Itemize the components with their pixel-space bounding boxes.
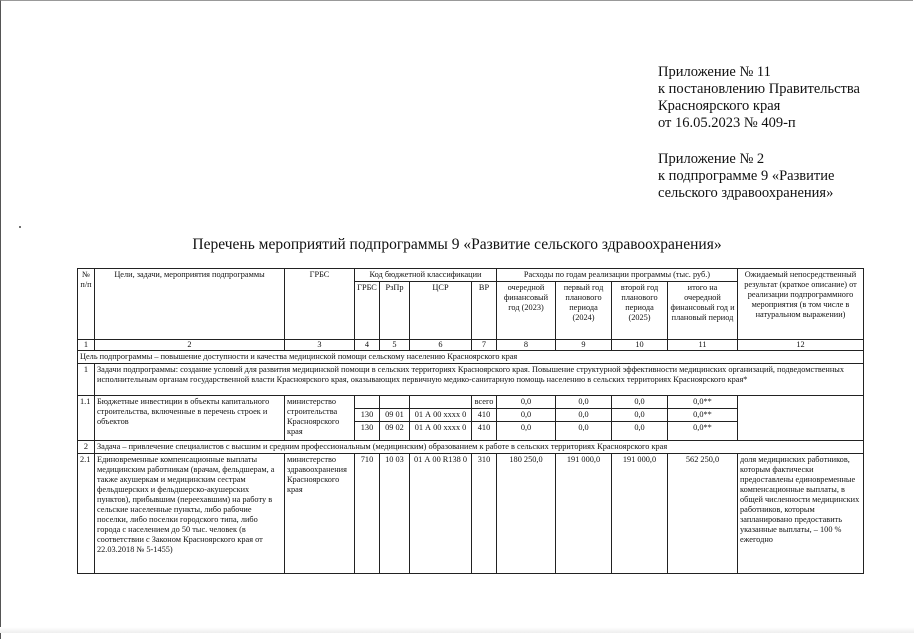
- colnum-5: 5: [380, 340, 410, 351]
- header-sub-rzpr: РзПр: [380, 282, 410, 340]
- row-2-1-grbs: министерство здравоохранения Красноярского края: [285, 454, 355, 574]
- header-sub-grbs: ГРБС: [355, 282, 380, 340]
- task-2-num: 2: [78, 441, 95, 454]
- appendix-11-line2: к постановлению Правительства: [658, 81, 860, 97]
- colnum-9: 9: [556, 340, 612, 351]
- row-2-1-y3: 191 000,0: [612, 454, 668, 574]
- colnum-4: 4: [355, 340, 380, 351]
- colnum-12: 12: [738, 340, 864, 351]
- row-1-1-num: 1.1: [78, 396, 95, 441]
- row-1-1-line3-rzpr: 09 02: [380, 422, 410, 441]
- row-1-1-line2-grbs: 130: [355, 409, 380, 422]
- row-1-1-line3-csr: 01 А 00 хххх 0: [410, 422, 472, 441]
- row-1-1-line2-csr: 01 А 00 хххх 0: [410, 409, 472, 422]
- header-sub-vr: ВР: [472, 282, 497, 340]
- header-sub-csr: ЦСР: [410, 282, 472, 340]
- table-header-row-1: [78, 269, 864, 282]
- row-1-1-line1-csr: [410, 396, 472, 409]
- colnum-7: 7: [472, 340, 497, 351]
- row-1-1-line1-y3: 0,0: [612, 396, 668, 409]
- header-sub-y2: первый год планового периода (2024): [556, 282, 612, 340]
- colnum-11: 11: [668, 340, 738, 351]
- task-1-num: 1: [78, 364, 95, 396]
- row-2-1-code-grbs: 710: [355, 454, 380, 574]
- row-1-1-result: [738, 396, 864, 441]
- scan-bottom-edge: [0, 627, 914, 633]
- row-1-1-line3-y3: 0,0: [612, 422, 668, 441]
- colnum-6: 6: [410, 340, 472, 351]
- row-1-1-line2-vr: 410: [472, 409, 497, 422]
- task-2-row: [78, 441, 864, 454]
- row-2-1-csr: 01 А 00 R138 0: [410, 454, 472, 574]
- goal-text: Цель подпрограммы – повышение доступности и качества медицинской помощи сельскому населению Красноярского края: [78, 351, 864, 364]
- header-result: Ожидаемый непосредственный результат (краткое описание) от реализации подпрограммного мероприятия (в том числе в натуральном выражении): [738, 269, 864, 340]
- appendix-2-line2: к подпрограмме 9 «Развитие: [658, 168, 835, 184]
- row-1-1-line1-vr: всего: [472, 396, 497, 409]
- header-expenses: Расходы по годам реализации программы (тыс. руб.): [497, 269, 738, 282]
- row-1-1-text: Бюджетные инвестиции в объекты капитального строительства, включенные в перечень строек и объектов: [95, 396, 285, 441]
- appendix-11-line1: Приложение № 11: [658, 64, 771, 80]
- task-1-text: Задачи подпрограммы: создание условий для развития медицинской помощи в сельских территориях Красноярского края. Повышение структурной эффективности медицинских организаций, подведомственных исполнительным органам государственной власти Красноярского края, оказывающих первичную медико-санитарную помощь населению в сельских территориях Красноярского края*: [95, 364, 864, 396]
- row-1-1-line3-y1: 0,0: [497, 422, 556, 441]
- row-2-1-rzpr: 10 03: [380, 454, 410, 574]
- row-1-1-line2-rzpr: 09 01: [380, 409, 410, 422]
- header-sub-total: итого на очередной финансовый год и плановый период: [668, 282, 738, 340]
- row-2-1-result: доля медицинских работников, которым фактически предоставлены единовременные компенсационные выплаты, в общей численности медицинских работников, которым запланировано предоставить указанные выплаты, – 100 % ежегодно: [738, 454, 864, 574]
- row-1-1-line1-y1: 0,0: [497, 396, 556, 409]
- scan-speck: [19, 226, 21, 228]
- table-row: [78, 454, 864, 574]
- row-1-1-line1-total: 0,0**: [668, 396, 738, 409]
- row-1-1-line3-y2: 0,0: [556, 422, 612, 441]
- colnum-1: 1: [78, 340, 95, 351]
- colnum-8: 8: [497, 340, 556, 351]
- row-1-1-line1-rzpr: [380, 396, 410, 409]
- row-1-1-line3-total: 0,0**: [668, 422, 738, 441]
- appendix-11-line3: Красноярского края: [658, 98, 781, 114]
- colnum-3: 3: [285, 340, 355, 351]
- task-2-text: Задача – привлечение специалистов с высшим и средним профессиональным (медицинским) образованием к работе в сельских территориях Красноярского края: [95, 441, 864, 454]
- row-2-1-text: Единовременные компенсационные выплаты медицинским работникам (врачам, фельдшерам, а также акушеркам и медицинским сестрам фельдшерских и фельдшерско-акушерских пунктов), прибывшим (переехавшим) на работу в сельские населенные пункты, либо рабочие поселки, либо поселки городского типа, либо города с населением до 50 тыс. человек (в соответствии с Законом Красноярского края от 22.03.2018 № 5-1455): [95, 454, 285, 574]
- header-budget-code: Код бюджетной классификации: [355, 269, 497, 282]
- column-number-row: [78, 340, 864, 351]
- row-1-1-line3-grbs: 130: [355, 422, 380, 441]
- row-1-1-line3-vr: 410: [472, 422, 497, 441]
- row-2-1-total: 562 250,0: [668, 454, 738, 574]
- row-1-1-line2-y1: 0,0: [497, 409, 556, 422]
- document-title: Перечень мероприятий подпрограммы 9 «Развитие сельского здравоохранения»: [192, 236, 722, 253]
- appendix-2-line3: сельского здравоохранения»: [658, 185, 834, 201]
- row-2-1-y1: 180 250,0: [497, 454, 556, 574]
- row-1-1-line2-y3: 0,0: [612, 409, 668, 422]
- task-1-row: [78, 364, 864, 396]
- appendix-11-header: [658, 64, 860, 132]
- activities-table: [77, 268, 864, 574]
- row-1-1-line1-grbs: [355, 396, 380, 409]
- row-1-1-line1-y2: 0,0: [556, 396, 612, 409]
- row-1-1-line2-y2: 0,0: [556, 409, 612, 422]
- header-num: № п/п: [78, 269, 95, 340]
- appendix-11-line4: от 16.05.2023 № 409-п: [658, 115, 796, 131]
- table-row: [78, 396, 864, 409]
- goal-row: [78, 351, 864, 364]
- row-1-1-line2-total: 0,0**: [668, 409, 738, 422]
- colnum-2: 2: [95, 340, 285, 351]
- appendix-2-header: [658, 151, 834, 202]
- header-goals: Цели, задачи, мероприятия подпрограммы: [95, 269, 285, 340]
- header-sub-y1: очередной финансовый год (2023): [497, 282, 556, 340]
- row-2-1-y2: 191 000,0: [556, 454, 612, 574]
- row-2-1-num: 2.1: [78, 454, 95, 574]
- colnum-10: 10: [612, 340, 668, 351]
- row-2-1-vr: 310: [472, 454, 497, 574]
- appendix-2-line1: Приложение № 2: [658, 151, 765, 167]
- header-sub-y3: второй год планового периода (2025): [612, 282, 668, 340]
- header-grbs: ГРБС: [285, 269, 355, 340]
- row-1-1-grbs: министерство строительства Красноярского края: [285, 396, 355, 441]
